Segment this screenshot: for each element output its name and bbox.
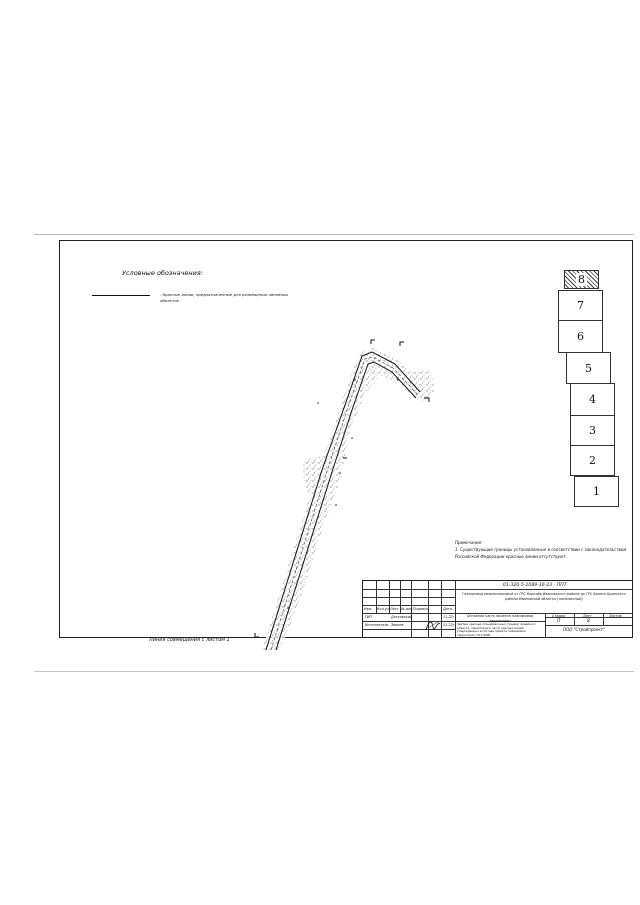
stage-value: П [557,619,561,624]
object-name: Газопровод межпоселковый от ГРС Королёв Ивановского района до ГРС Брянск Брянского района Ивановской области ( мельничный) [462,592,626,601]
sheet-key-box-3: 3 [570,415,615,446]
header-col-list: Лист [390,607,399,611]
row2-name: Зверев [391,623,404,627]
sheet-key-box-8: 8 [564,270,599,289]
stage-header: Стадия [552,614,566,618]
sheet-key-box-4: 4 [570,383,615,416]
sheets-header: Листов [609,614,622,618]
row2-date: 11.22г [443,623,455,627]
sheet-key-box-7: 7 [558,290,603,321]
header-col-date: Дата [443,607,452,611]
header-col-kol: Кол.уч. [377,607,390,611]
legend-title: Условные обозначения: [122,269,204,277]
document-code: 01-320-5-1089-16-23 - ППТ [503,583,567,588]
notes [455,539,626,560]
legend-red-line-text: - Красные линии, предназначенные для размещения линейных объектов [160,292,289,303]
row1-role: ГИП [365,615,372,619]
sheet-key-box-2: 2 [570,445,615,476]
sheet-key-box-6: 6 [558,320,603,353]
row2-role: Исполнитель [365,623,389,627]
sheet-value: 8 [587,619,590,624]
sheet-key-box-5: 5 [566,352,611,384]
signature-mark [425,618,441,632]
header-col-doc: № док. [401,607,414,611]
notes-line-2: Российской Федерации красные линии отсутствуют. [455,554,567,559]
notes-line-1: 1. Существующие границы установленные в соответствии с законодательством [455,547,627,552]
notes-heading: Примечание: [455,540,483,545]
section-title: Основная часть проекта планировки территории [466,614,534,623]
header-col-izm: Изм. [364,607,372,611]
sheet-key-box-1: 1 [574,476,619,507]
match-line-caption: Линия совмещения с листом 1 [149,637,230,643]
header-col-sign: Подпись [413,607,429,611]
row1-name: Дятковский [391,615,413,619]
sheet-header: Лист [583,614,592,618]
drawing-title: Чертеж красных планировочных (границ) линейного объекта, территории в части красных линий, утвержденных в составе проекта планировки территории / М 1:5000 [457,622,536,638]
title-block [362,580,632,637]
organization: ООО "Стройпроект" [563,627,605,632]
row1-date: 11.22г [443,615,455,619]
